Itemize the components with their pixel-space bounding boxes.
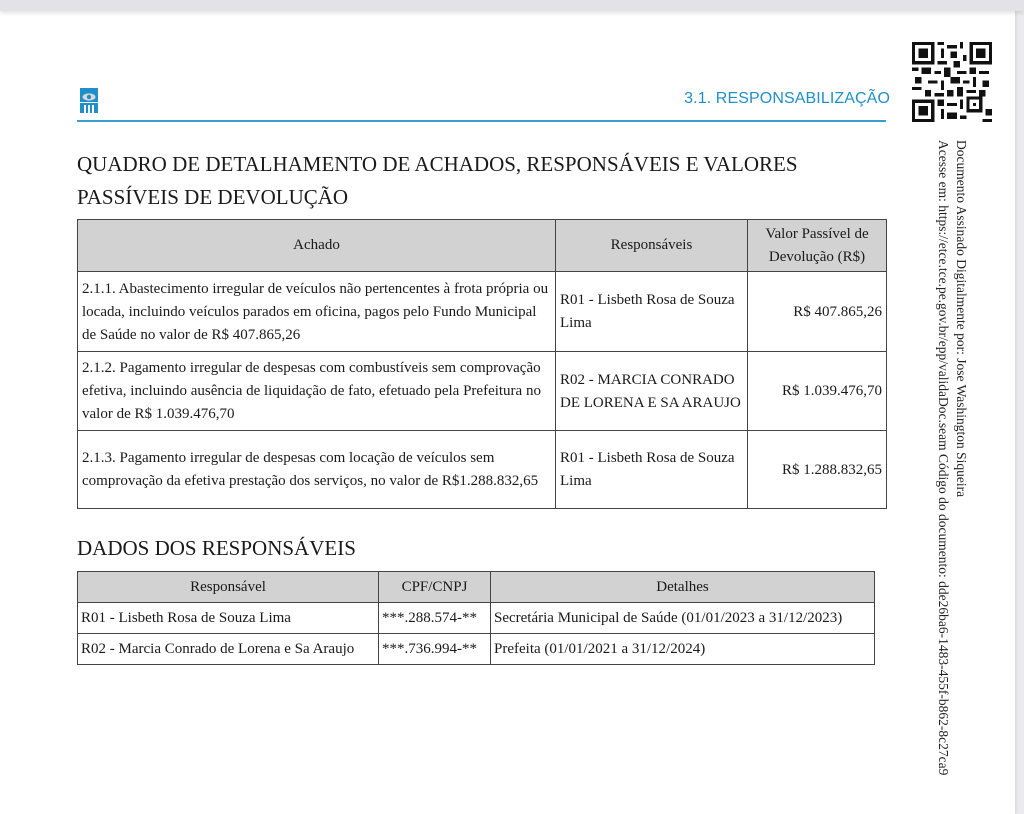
section-title: 3.1. RESPONSABILIZAÇÃO	[684, 90, 890, 107]
cell-valor: R$ 407.865,26	[748, 272, 887, 352]
digital-signature-text	[934, 140, 970, 775]
cell-detalhes: Secretária Municipal de Saúde (01/01/2023 a 31/12/2023)	[491, 603, 875, 634]
cell-responsaveis: R02 - MARCIA CONRADO DE LORENA E SA ARAUJO	[556, 352, 748, 431]
qr-code-icon	[912, 42, 992, 122]
cell-responsavel: R02 - Marcia Conrado de Lorena e Sa Araujo	[78, 634, 379, 665]
table-row	[78, 352, 887, 431]
col-header-cpf: CPF/CNPJ	[379, 572, 491, 603]
table-row	[78, 634, 875, 665]
tce-logo-icon	[80, 88, 98, 113]
responsaveis-table	[77, 571, 875, 665]
cell-responsaveis: R01 - Lisbeth Rosa de Souza Lima	[556, 431, 748, 509]
quadro-title: QUADRO DE DETALHAMENTO DE ACHADOS, RESPONSÁVEIS E VALORES PASSÍVEIS DE DEVOLUÇÃO	[77, 152, 798, 209]
cell-achado: 2.1.1. Abastecimento irregular de veículos não pertencentes à frota própria ou locada, incluindo veículos parados em oficina, pagos pelo Fundo Municipal de Saúde no valor de R$ 407.865,26	[78, 272, 556, 352]
cell-valor: R$ 1.039.476,70	[748, 352, 887, 431]
cell-responsaveis: R01 - Lisbeth Rosa de Souza Lima	[556, 272, 748, 352]
col-header-detalhes: Detalhes	[491, 572, 875, 603]
signature-line-2: Acesse em: https://etce.tce.pe.gov.br/epp/validaDoc.seam Código do documento: dde26ba6-1483-455f-b862-8c27ca9	[936, 140, 951, 776]
table-header-row	[78, 220, 887, 272]
cell-achado: 2.1.3. Pagamento irregular de despesas com locação de veículos sem comprovação da efetiva prestação dos serviços, no valor de R$1.288.832,65	[78, 431, 556, 509]
cell-cpf: ***.736.994-**	[379, 634, 491, 665]
table-row	[78, 431, 887, 509]
cell-responsavel: R01 - Lisbeth Rosa de Souza Lima	[78, 603, 379, 634]
cell-detalhes: Prefeita (01/01/2021 a 31/12/2024)	[491, 634, 875, 665]
signature-line-1: Documento Assinado Digitalmente por: Jose Washington Siqueira	[954, 140, 969, 498]
viewer-top-bar	[0, 0, 1024, 11]
cell-cpf: ***.288.574-**	[379, 603, 491, 634]
header-divider	[77, 120, 886, 122]
table-row	[78, 272, 887, 352]
achados-table	[77, 219, 887, 509]
dados-title: DADOS DOS RESPONSÁVEIS	[77, 536, 356, 560]
col-header-responsavel: Responsável	[78, 572, 379, 603]
table-row	[78, 603, 875, 634]
col-header-achado: Achado	[78, 220, 556, 272]
col-header-valor: Valor Passível de Devolução (R$)	[748, 220, 887, 272]
cell-valor: R$ 1.288.832,65	[748, 431, 887, 509]
col-header-responsaveis: Responsáveis	[556, 220, 748, 272]
cell-achado: 2.1.2. Pagamento irregular de despesas com combustíveis sem comprovação efetiva, incluindo ausência de liquidação de fato, efetuado pela Prefeitura no valor de R$ 1.039.476,70	[78, 352, 556, 431]
table-header-row	[78, 572, 875, 603]
